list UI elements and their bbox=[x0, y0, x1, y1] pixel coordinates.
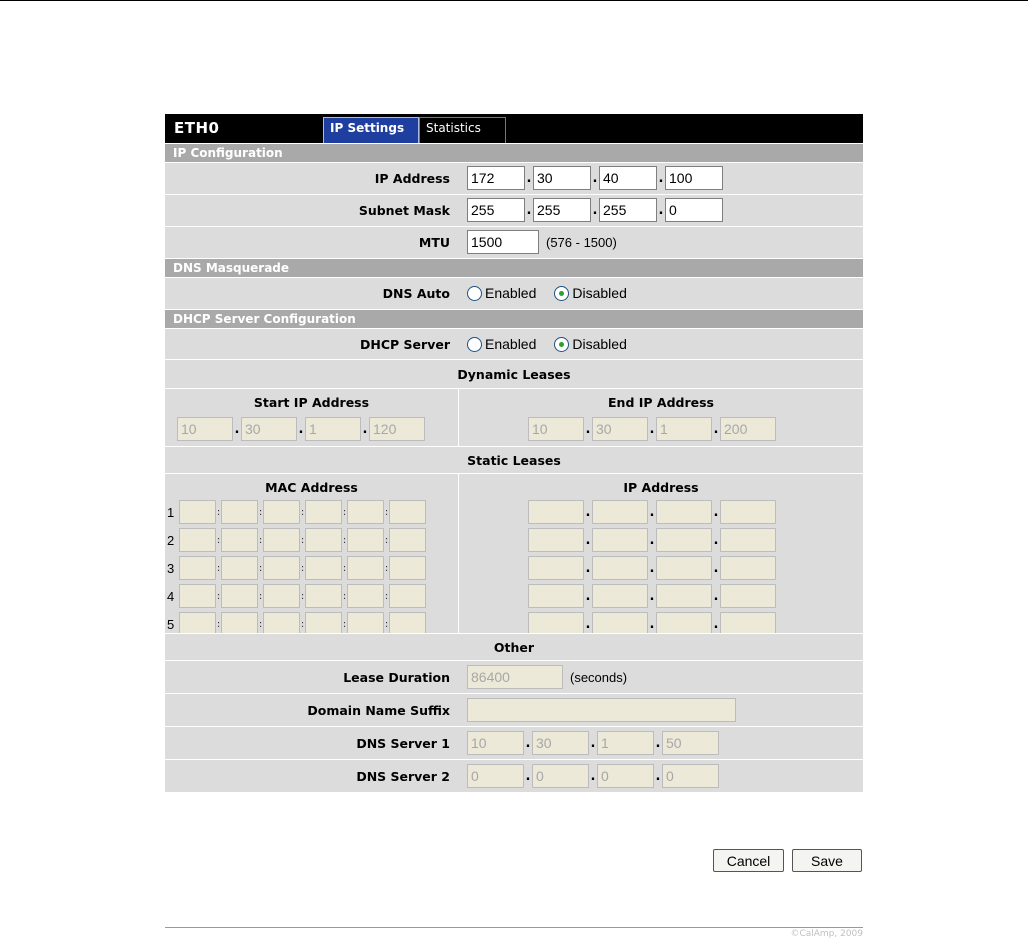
mac-octet-input[interactable] bbox=[305, 584, 342, 608]
dns2-octet-1[interactable] bbox=[467, 764, 524, 788]
static-ip-octet-input[interactable] bbox=[656, 500, 712, 524]
mac-octet-input[interactable] bbox=[389, 528, 426, 552]
dns2-octet-3[interactable] bbox=[597, 764, 654, 788]
subnet-mask-field: 255 . 255 . 255 . 0 bbox=[467, 198, 723, 222]
static-lease-number: 2 bbox=[167, 533, 175, 548]
dns-auto-options bbox=[467, 285, 645, 301]
mtu-field bbox=[467, 230, 617, 254]
tab-ip-settings[interactable]: IP Settings bbox=[323, 117, 419, 143]
dhcp-disabled-radio[interactable]: Disabled bbox=[554, 336, 626, 352]
copyright-text: ©CalAmp, 2009 bbox=[790, 929, 863, 939]
static-leases-heading: Static Leases bbox=[165, 446, 863, 473]
static-ip-octet-input[interactable] bbox=[528, 556, 584, 580]
end-ip-octet-2[interactable] bbox=[592, 417, 648, 441]
start-ip-octet-4[interactable] bbox=[369, 417, 425, 441]
ip-address-label: IP Address bbox=[374, 171, 450, 186]
radio-on-icon bbox=[554, 337, 569, 352]
panel-header bbox=[165, 114, 863, 143]
dns-server-2-field: 0 . 0 . 0 . 0 bbox=[467, 764, 719, 788]
mac-octet-input[interactable] bbox=[179, 500, 216, 524]
start-ip-label: Start IP Address bbox=[253, 395, 370, 410]
mtu-label: MTU bbox=[418, 235, 450, 250]
end-ip-field: 10 . 30 . 1 . 200 bbox=[528, 417, 776, 441]
subnet-mask-row bbox=[165, 194, 863, 226]
dns-auto-row bbox=[165, 277, 863, 309]
static-ip-row: . . . bbox=[459, 611, 863, 639]
mac-octet-input[interactable] bbox=[347, 584, 384, 608]
mac-row: 2 : : : : : bbox=[165, 527, 458, 555]
mask-octet-2[interactable] bbox=[533, 198, 591, 222]
end-ip-octet-3[interactable] bbox=[656, 417, 712, 441]
mac-octet-input[interactable] bbox=[179, 528, 216, 552]
dns-auto-label: DNS Auto bbox=[382, 286, 450, 301]
mac-octet-input[interactable] bbox=[263, 556, 300, 580]
end-ip-octet-4[interactable] bbox=[720, 417, 776, 441]
dns1-octet-2[interactable] bbox=[532, 731, 589, 755]
mac-row: 5 : : : : : bbox=[165, 611, 458, 639]
mac-octet-input[interactable] bbox=[179, 556, 216, 580]
end-ip-label: End IP Address bbox=[608, 395, 714, 410]
mac-octet-input[interactable] bbox=[263, 500, 300, 524]
mac-octet-input[interactable] bbox=[347, 556, 384, 580]
section-dns-masquerade: DNS Masquerade bbox=[165, 258, 863, 277]
start-ip-octet-3[interactable] bbox=[305, 417, 361, 441]
mtu-range-note: (576 - 1500) bbox=[546, 234, 617, 250]
dhcp-server-row bbox=[165, 328, 863, 359]
start-ip-field: 10 . 30 . 1 . 120 bbox=[177, 417, 425, 441]
static-ip-label: IP Address bbox=[623, 480, 699, 495]
mac-address-rows bbox=[165, 499, 458, 639]
dynamic-leases-heading: Dynamic Leases bbox=[165, 359, 863, 388]
ip-octet-4[interactable] bbox=[665, 166, 723, 190]
section-ip-configuration: IP Configuration bbox=[165, 143, 863, 162]
footer-rule bbox=[165, 927, 863, 928]
section-dhcp-server-configuration: DHCP Server Configuration bbox=[165, 309, 863, 328]
ip-octet-2[interactable] bbox=[533, 166, 591, 190]
static-lease-number: 1 bbox=[167, 505, 175, 520]
dns-server-2-label: DNS Server 2 bbox=[356, 769, 450, 784]
dns1-octet-3[interactable] bbox=[597, 731, 654, 755]
static-ip-rows bbox=[459, 499, 863, 639]
dns-server-1-row bbox=[165, 726, 863, 759]
domain-suffix-field bbox=[467, 698, 736, 722]
other-heading: Other bbox=[165, 633, 863, 660]
mac-octet-input[interactable] bbox=[305, 528, 342, 552]
static-ip-octet-input[interactable] bbox=[720, 528, 776, 552]
eth0-panel bbox=[165, 114, 863, 792]
domain-suffix-row bbox=[165, 693, 863, 726]
subnet-mask-label: Subnet Mask bbox=[358, 203, 450, 218]
ip-octet-1[interactable] bbox=[467, 166, 525, 190]
static-ip-octet-input[interactable] bbox=[528, 500, 584, 524]
dhcp-server-label: DHCP Server bbox=[360, 337, 450, 352]
static-ip-octet-input[interactable] bbox=[592, 500, 648, 524]
static-ip-octet-input[interactable] bbox=[720, 500, 776, 524]
domain-suffix-input[interactable] bbox=[467, 698, 736, 722]
mac-octet-input[interactable] bbox=[221, 584, 258, 608]
radio-off-icon bbox=[467, 337, 482, 352]
mac-octet-input[interactable] bbox=[347, 500, 384, 524]
start-ip-octet-2[interactable] bbox=[241, 417, 297, 441]
dns2-octet-4[interactable] bbox=[662, 764, 719, 788]
tab-statistics[interactable]: Statistics bbox=[419, 117, 506, 143]
static-lease-number: 5 bbox=[167, 617, 175, 632]
form-actions bbox=[713, 849, 862, 872]
static-ip-row: . . . bbox=[459, 499, 863, 527]
mask-octet-3[interactable] bbox=[599, 198, 657, 222]
mac-address-label: MAC Address bbox=[265, 480, 358, 495]
static-ip-octet-input[interactable] bbox=[720, 556, 776, 580]
static-ip-octet-input[interactable] bbox=[592, 556, 648, 580]
static-ip-octet-input[interactable] bbox=[528, 584, 584, 608]
static-ip-octet-input[interactable] bbox=[656, 584, 712, 608]
lease-unit-note: (seconds) bbox=[570, 669, 628, 685]
mac-octet-input[interactable] bbox=[347, 528, 384, 552]
mac-octet-input[interactable] bbox=[389, 556, 426, 580]
dns-auto-disabled-radio[interactable]: Disabled bbox=[554, 285, 626, 301]
dns1-octet-4[interactable] bbox=[662, 731, 719, 755]
mtu-row bbox=[165, 226, 863, 258]
radio-on-icon bbox=[554, 286, 569, 301]
dns2-octet-2[interactable] bbox=[532, 764, 589, 788]
mac-octet-input[interactable] bbox=[263, 584, 300, 608]
dns-server-1-label: DNS Server 1 bbox=[356, 736, 450, 751]
static-ip-row: . . . bbox=[459, 527, 863, 555]
lease-duration-field bbox=[467, 665, 627, 689]
static-ip-octet-input[interactable] bbox=[656, 528, 712, 552]
save-button[interactable]: Save bbox=[792, 849, 862, 872]
static-ip-octet-input[interactable] bbox=[592, 528, 648, 552]
static-lease-number: 4 bbox=[167, 589, 175, 604]
static-ip-row: . . . bbox=[459, 555, 863, 583]
mac-row: 3 : : : : : bbox=[165, 555, 458, 583]
mask-octet-1[interactable] bbox=[467, 198, 525, 222]
mask-octet-4[interactable] bbox=[665, 198, 723, 222]
domain-suffix-label: Domain Name Suffix bbox=[307, 703, 450, 718]
static-ip-row: . . . bbox=[459, 583, 863, 611]
static-ip-octet-input[interactable] bbox=[656, 556, 712, 580]
dhcp-enabled-radio[interactable]: Enabled bbox=[467, 336, 536, 352]
mtu-input[interactable] bbox=[467, 230, 539, 254]
lease-duration-row bbox=[165, 660, 863, 693]
ip-address-row bbox=[165, 162, 863, 194]
lease-duration-label: Lease Duration bbox=[343, 670, 450, 685]
mac-octet-input[interactable] bbox=[221, 556, 258, 580]
mac-row: 4 : : : : : bbox=[165, 583, 458, 611]
static-leases-table bbox=[165, 473, 863, 633]
mac-octet-input[interactable] bbox=[179, 584, 216, 608]
ip-address-field: 172 . 30 . 40 . 100 bbox=[467, 166, 723, 190]
static-lease-number: 3 bbox=[167, 561, 175, 576]
interface-title: ETH0 bbox=[174, 119, 220, 137]
mac-octet-input[interactable] bbox=[305, 556, 342, 580]
mac-octet-input[interactable] bbox=[305, 500, 342, 524]
radio-off-icon bbox=[467, 286, 482, 301]
mac-row: 1 : : : : : bbox=[165, 499, 458, 527]
dhcp-server-options bbox=[467, 336, 645, 352]
static-ip-octet-input[interactable] bbox=[592, 584, 648, 608]
mac-octet-input[interactable] bbox=[389, 584, 426, 608]
ip-octet-3[interactable] bbox=[599, 166, 657, 190]
mac-octet-input[interactable] bbox=[389, 500, 426, 524]
mac-octet-input[interactable] bbox=[263, 528, 300, 552]
end-ip-octet-1[interactable] bbox=[528, 417, 584, 441]
static-ip-octet-input[interactable] bbox=[720, 584, 776, 608]
dns-auto-enabled-radio[interactable]: Enabled bbox=[467, 285, 536, 301]
dns-server-2-row bbox=[165, 759, 863, 792]
cancel-button[interactable]: Cancel bbox=[713, 849, 784, 872]
dynamic-leases-row bbox=[165, 388, 863, 446]
dns1-octet-1[interactable] bbox=[467, 731, 524, 755]
mac-octet-input[interactable] bbox=[221, 500, 258, 524]
mac-octet-input[interactable] bbox=[221, 528, 258, 552]
top-rule bbox=[0, 0, 1028, 1]
dns-server-1-field: 10 . 30 . 1 . 50 bbox=[467, 731, 719, 755]
start-ip-octet-1[interactable] bbox=[177, 417, 233, 441]
lease-duration-input[interactable] bbox=[467, 665, 563, 689]
static-ip-octet-input[interactable] bbox=[528, 528, 584, 552]
